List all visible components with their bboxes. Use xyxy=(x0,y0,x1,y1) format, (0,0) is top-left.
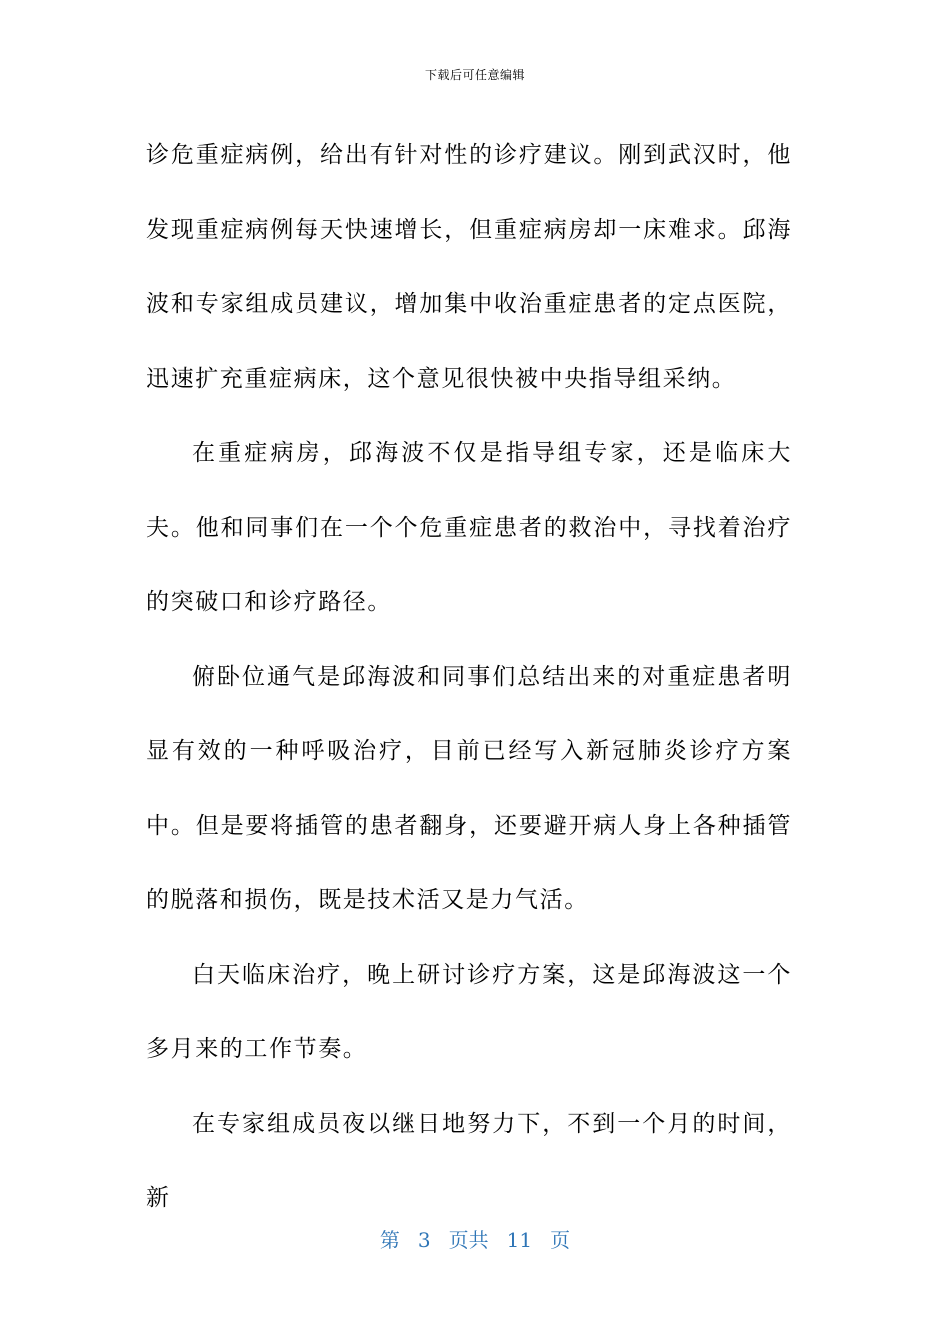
paragraph: 俯卧位通气是邱海波和同事们总结出来的对重症患者明显有效的一种呼吸治疗，目前已经写入新冠肺炎诊疗方案中。但是要将插管的患者翻身，还要避开病人身上各种插管的脱落和损伤，既是技术活又是力气活。 xyxy=(146,663,792,913)
document-body xyxy=(146,118,792,1236)
paragraph: 白天临床治疗，晚上研讨诊疗方案，这是邱海波这一个多月来的工作节奏。 xyxy=(146,961,792,1062)
footer-middle: 页共 xyxy=(448,1228,489,1252)
paragraph: 在专家组成员夜以继日地努力下，不到一个月的时间，新 xyxy=(146,1110,792,1211)
page-header-note: 下载后可任意编辑 xyxy=(424,68,525,82)
paragraph: 在重症病房，邱海波不仅是指导组专家，还是临床大夫。他和同事们在一个个危重症患者的救治中，寻找着治疗的突破口和诊疗路径。 xyxy=(146,440,792,615)
footer-prefix: 第 xyxy=(379,1228,400,1252)
current-page-number: 3 xyxy=(417,1228,431,1252)
page-footer xyxy=(0,1224,950,1253)
total-pages-number: 11 xyxy=(506,1228,533,1252)
footer-suffix: 页 xyxy=(550,1228,571,1252)
paragraph: 诊危重症病例，给出有针对性的诊疗建议。刚到武汉时，他发现重症病例每天快速增长，但重症病房却一床难求。邱海波和专家组成员建议，增加集中收治重症患者的定点医院，迅速扩充重症病床，这个意见很快被中央指导组采纳。 xyxy=(146,142,792,392)
